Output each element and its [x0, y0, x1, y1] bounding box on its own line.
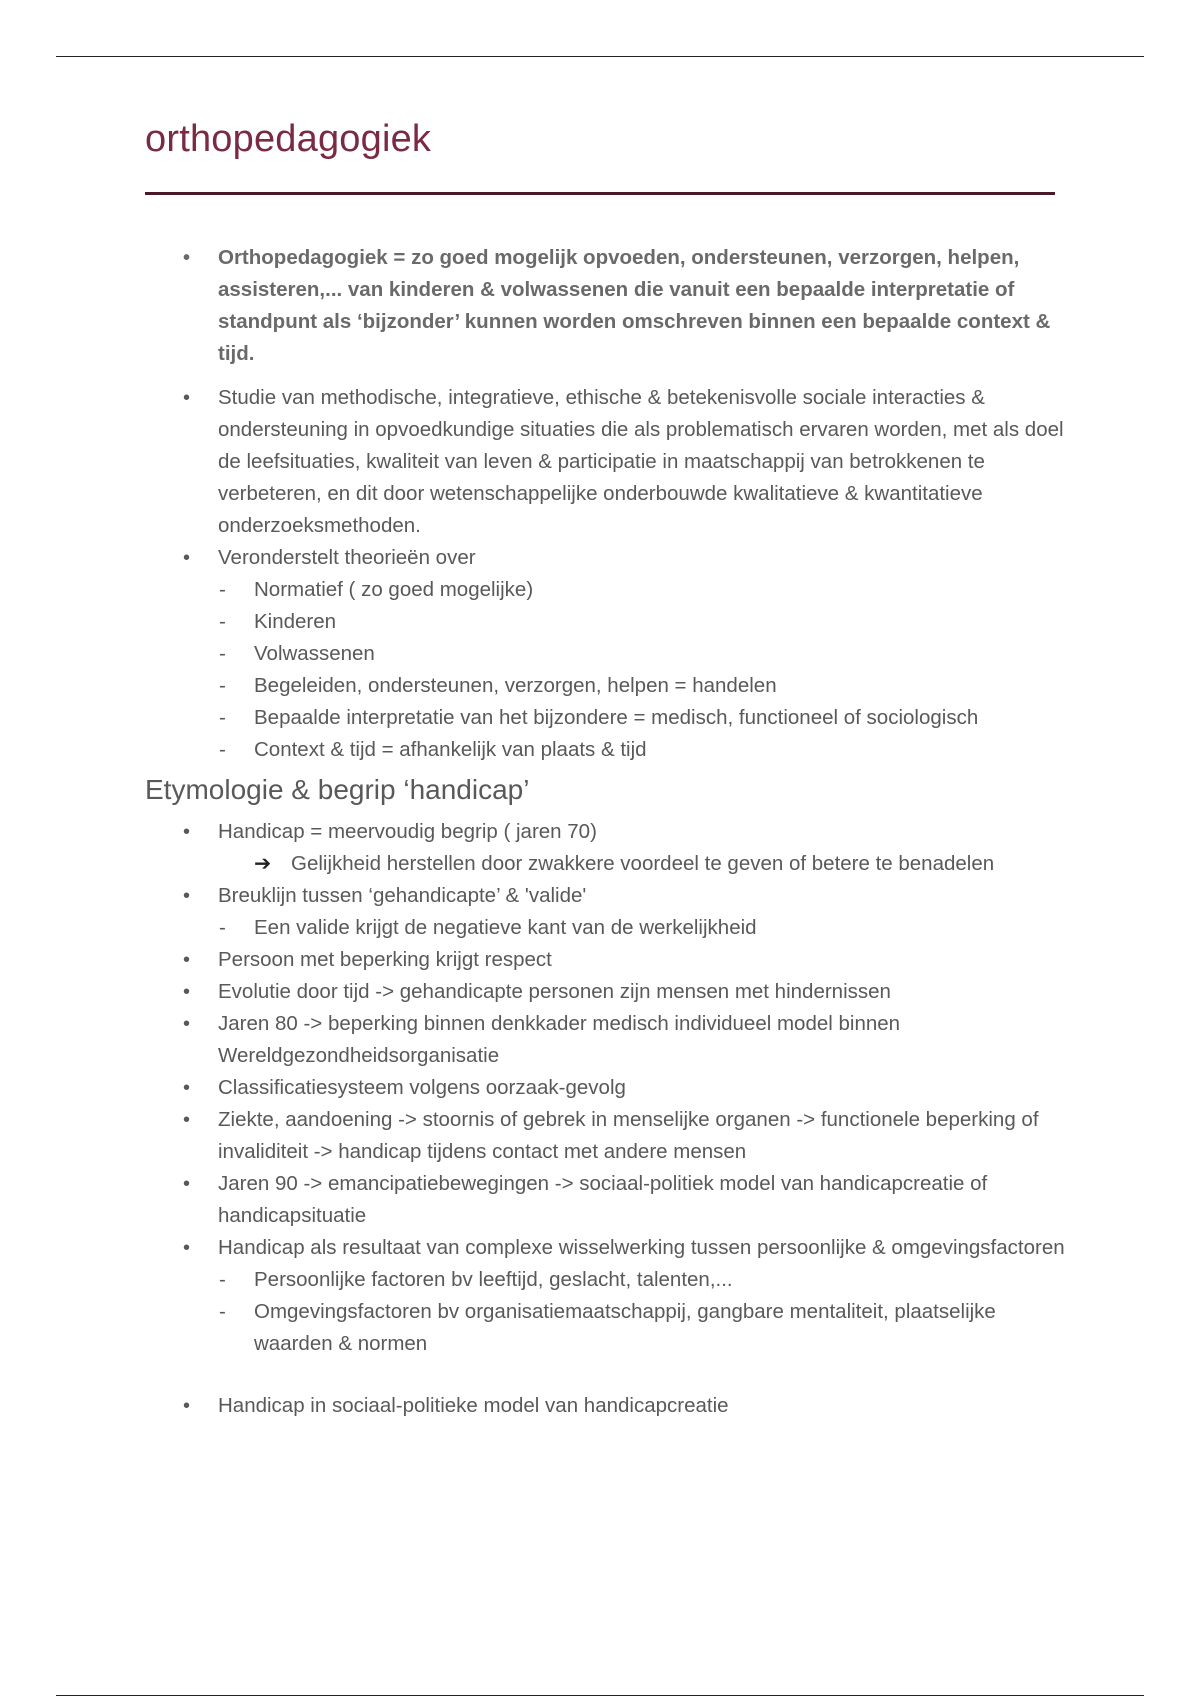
bullet-marker: •	[183, 1237, 191, 1259]
list-item-text: Kinderen	[254, 610, 337, 633]
sub-list-item	[145, 638, 1065, 670]
bullet-marker: •	[183, 949, 191, 971]
list-item-text: Studie van methodische, integratieve, ethische & betekenisvolle sociale interacties & ondersteuning in opvoedkundige situaties die als problematisch ervaren worden, met als doel de leefsituaties, kwaliteit van leven & participatie in maatschappij van betrokkenen te verbeteren, en dit door wetenschappelijke onderbouwde kwalitatieve & kwantitatieve onderzoeksmethoden.	[218, 386, 1064, 537]
list-item	[145, 1072, 1065, 1104]
title-underline	[145, 192, 1055, 195]
list-item	[145, 816, 1065, 848]
dash-marker: -	[219, 642, 226, 665]
page-top-rule	[56, 56, 1144, 57]
list-item	[145, 976, 1065, 1008]
list-item-text: Jaren 90 -> emancipatiebewegingen -> sociaal-politiek model van handicapcreatie of handicapsituatie	[218, 1172, 988, 1227]
list-item	[145, 542, 1065, 574]
dash-marker: -	[219, 706, 226, 729]
bullet-marker: •	[183, 885, 191, 907]
list-item-text: Volwassenen	[254, 642, 375, 665]
spacer	[145, 1360, 1065, 1390]
list-item-text: Ziekte, aandoening -> stoornis of gebrek in menselijke organen -> functionele beperking of invaliditeit -> handicap tijdens contact met andere mensen	[218, 1108, 1039, 1163]
list-item	[145, 944, 1065, 976]
bullet-marker: •	[183, 981, 191, 1003]
list-item-text: Jaren 80 -> beperking binnen denkkader medisch individueel model binnen Wereldgezondheidsorganisatie	[218, 1012, 901, 1067]
list-item-text: Bepaalde interpretatie van het bijzondere = medisch, functioneel of sociologisch	[254, 706, 979, 729]
list-item	[145, 1168, 1065, 1232]
list-item-text: Begeleiden, ondersteunen, verzorgen, helpen = handelen	[254, 674, 777, 697]
arrow-icon: ➔	[254, 852, 272, 875]
bullet-marker: •	[183, 1077, 191, 1099]
bullet-marker: •	[183, 247, 191, 269]
sub-list-item	[145, 702, 1065, 734]
sub-list-item	[145, 1264, 1065, 1296]
sub-list-item	[145, 670, 1065, 702]
page-title: orthopedagogiek	[145, 118, 432, 160]
sub-list-item	[145, 734, 1065, 766]
list-item	[145, 1008, 1065, 1072]
dash-marker: -	[219, 674, 226, 697]
list-item	[145, 242, 1065, 370]
page-bottom-rule	[56, 1695, 1144, 1696]
list-item-text: Context & tijd = afhankelijk van plaats & tijd	[254, 738, 647, 761]
list-item-text: Evolutie door tijd -> gehandicapte personen zijn mensen met hindernissen	[218, 980, 891, 1003]
dash-marker: -	[219, 916, 226, 939]
list-item	[145, 880, 1065, 912]
dash-marker: -	[219, 1268, 226, 1291]
bullet-marker: •	[183, 821, 191, 843]
list-item-text: Een valide krijgt de negatieve kant van de werkelijkheid	[254, 916, 757, 939]
list-item-text: Handicap in sociaal-politieke model van handicapcreatie	[218, 1394, 729, 1417]
dash-marker: -	[219, 610, 226, 633]
dash-marker: -	[219, 1300, 226, 1323]
list-item-text: Persoonlijke factoren bv leeftijd, geslacht, talenten,...	[254, 1268, 733, 1291]
bullet-marker: •	[183, 1013, 191, 1035]
list-item-text: Normatief ( zo goed mogelijke)	[254, 578, 534, 601]
sub-list-item	[145, 1296, 1065, 1360]
sub-list-item	[145, 606, 1065, 638]
bullet-marker: •	[183, 1395, 191, 1417]
list-item-text: Handicap als resultaat van complexe wisselwerking tussen persoonlijke & omgevingsfactoren	[218, 1236, 1065, 1259]
section-heading: Etymologie & begrip ‘handicap’	[145, 774, 530, 805]
list-item	[145, 1390, 1065, 1422]
dash-marker: -	[219, 578, 226, 601]
arrow-list-item	[145, 848, 1065, 880]
document-body	[145, 242, 1065, 1422]
bullet-marker: •	[183, 1173, 191, 1195]
list-item-text: Persoon met beperking krijgt respect	[218, 948, 552, 971]
list-item	[145, 1104, 1065, 1168]
bullet-marker: •	[183, 1109, 191, 1131]
list-item-text: Gelijkheid herstellen door zwakkere voordeel te geven of betere te benadelen	[291, 852, 995, 875]
list-item-text: Orthopedagogiek = zo goed mogelijk opvoeden, ondersteunen, verzorgen, helpen, assisteren,... van kinderen & volwassenen die vanuit een bepaalde interpretatie of standpunt als ‘bijzonder’ kunnen worden omschreven binnen een bepaalde context & tijd.	[218, 246, 1051, 365]
list-item-text: Omgevingsfactoren bv organisatiemaatschappij, gangbare mentaliteit, plaatselijke waarden & normen	[254, 1300, 996, 1355]
list-item	[145, 382, 1065, 542]
sub-list-item	[145, 574, 1065, 606]
list-item-text: Handicap = meervoudig begrip ( jaren 70)	[218, 820, 597, 843]
list-item-text: Classificatiesysteem volgens oorzaak-gevolg	[218, 1076, 626, 1099]
sub-list-item	[145, 912, 1065, 944]
bullet-marker: •	[183, 387, 191, 409]
list-item-text: Breuklijn tussen ‘gehandicapte’ & 'valide'	[218, 884, 587, 907]
list-item	[145, 1232, 1065, 1264]
dash-marker: -	[219, 738, 226, 761]
bullet-marker: •	[183, 547, 191, 569]
list-item-text: Veronderstelt theorieën over	[218, 546, 476, 569]
